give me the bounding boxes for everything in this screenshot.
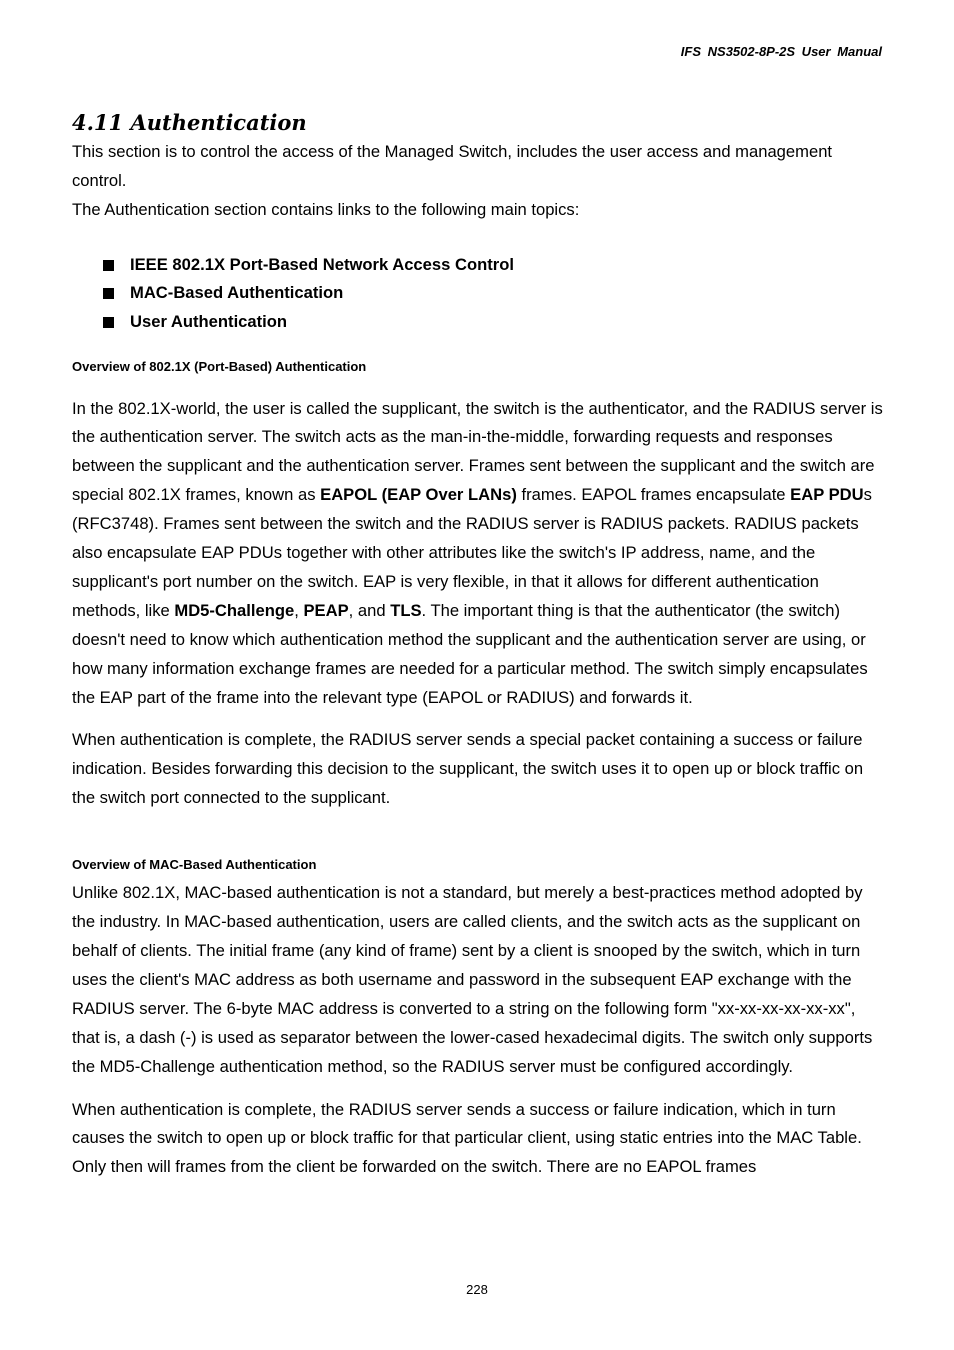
- subheading-mac: Overview of MAC-Based Authentication: [72, 857, 317, 873]
- bold-term: EAP PDU: [790, 485, 864, 505]
- text-run: . The important thing is that the authenticator (the switch) doesn't need to know which authentication method the supplicant and the authentication server are using, or how many information exchange frames are needed for a particular method. The switch simply encapsulates the EAP part of the frame into the relevant type (EAPOL or RADIUS) and forwards it.: [72, 600, 868, 707]
- running-header: IFS NS3502-8P-2S User Manual: [680, 44, 882, 59]
- square-bullet-icon: [103, 260, 114, 271]
- bold-term: MD5-Challenge: [174, 600, 295, 620]
- text-run: , and: [348, 600, 391, 620]
- bold-term: EAPOL (EAP Over LANs): [320, 485, 517, 505]
- paragraph-8021x-2: When authentication is complete, the RADIUS server sends a special packet containing a success or failure indication. Besides forwarding this decision to the supplicant, the switch uses it to open up or block traffic on the switch port connected to the supplicant.: [72, 730, 864, 808]
- topic-item: [72, 251, 884, 280]
- intro-line-2: The Authentication section contains links to the following main topics:: [72, 199, 580, 219]
- bold-term: PEAP: [303, 600, 349, 620]
- square-bullet-icon: [103, 288, 114, 299]
- intro-line-1: This section is to control the access of the Managed Switch, includes the user access and management control.: [72, 142, 833, 190]
- bold-term: TLS: [390, 600, 422, 620]
- subheading-8021x: Overview of 802.1X (Port-Based) Authentication: [72, 358, 367, 374]
- paragraph-mac-1: Unlike 802.1X, MAC-based authentication is not a standard, but merely a best-practices method adopted by the industry. In MAC-based authentication, users are called clients, and the switch acts as the supplicant on behalf of clients. The initial frame (any kind of frame) sent by a client is snooped by the switch, which in turn uses the client's MAC address as both username and password in the subsequent EAP exchange with the RADIUS server. The 6-byte MAC address is converted to a string on the following form "xx-xx-xx-xx-xx-xx", that is, a dash (-) is used as separator between the lower-cased hexadecimal digits. The switch only supports the MD5-Challenge authentication method, so the RADIUS server must be configured accordingly.: [72, 883, 873, 1076]
- text-run: frames. EAPOL frames encapsulate: [516, 485, 791, 505]
- page-number: 228: [466, 1282, 488, 1297]
- topic-label: IEEE 802.1X Port-Based Network Access Control: [130, 254, 514, 274]
- text-run: s (RFC3748). Frames sent between the switch and the RADIUS server is RADIUS packets. RADIUS packets also encapsulate EAP PDUs together with other attributes like the switch's IP address, name, and the supplicant's port number on the switch. EAP is very flexible, in that it allows for different authentication methods, like: [72, 485, 872, 620]
- topic-list: [72, 251, 884, 337]
- paragraph-8021x-1: [72, 395, 884, 713]
- section-heading: 4.11 Authentication: [72, 110, 307, 135]
- topic-item: [72, 308, 884, 337]
- topic-label: MAC-Based Authentication: [130, 283, 344, 303]
- topic-label: User Authentication: [130, 311, 288, 331]
- text-run: ,: [294, 600, 304, 620]
- text-run: In the 802.1X-world, the user is called the supplicant, the switch is the authenticator, and the RADIUS server is the authentication server. The switch acts as the man-in-the-middle, forwarding requests and responses between the supplicant and the authentication server. Frames sent between the supplicant and the switch are special 802.1X frames, known as: [72, 398, 883, 505]
- page-content: [72, 108, 884, 1182]
- square-bullet-icon: [103, 317, 114, 328]
- paragraph-mac-2: When authentication is complete, the RADIUS server sends a success or failure indication, which in turn causes the switch to open up or block traffic for that particular client, using static entries into the MAC Table. Only then will frames from the client be forwarded on the switch. There are no EAPOL frames: [72, 1099, 862, 1177]
- intro-paragraph: [72, 138, 884, 225]
- topic-item: [72, 279, 884, 308]
